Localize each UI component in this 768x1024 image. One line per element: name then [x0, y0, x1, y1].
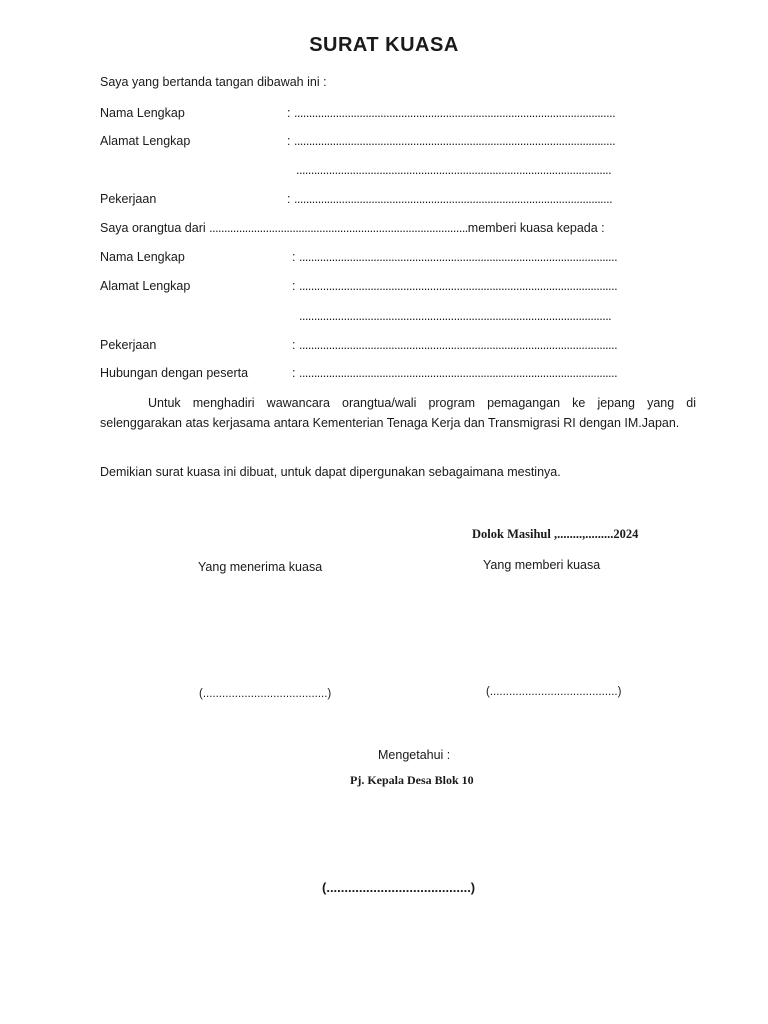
closing-paragraph: Demikian surat kuasa ini dibuat, untuk dapat dipergunakan sebagaimana mestinya.: [100, 465, 561, 479]
dotted-line: ...........................................................................................................: [293, 192, 613, 206]
receiver-job-label: Pekerjaan: [100, 338, 157, 352]
parent-suffix: memberi kuasa kepada :: [467, 221, 605, 235]
dotted-line: ............................................................................................................: [293, 106, 616, 120]
receiver-address-field[interactable]: [292, 279, 617, 293]
colon: :: [287, 192, 291, 206]
intro-text: Saya yang bertanda tangan dibawah ini :: [100, 75, 327, 89]
receiver-signature-blank[interactable]: (.......................................): [199, 688, 332, 700]
colon: :: [287, 106, 291, 120]
colon: :: [292, 338, 296, 352]
place-date: Dolok Masihul ,........,.........2024: [472, 527, 639, 541]
receiver-sign-label: Yang menerima kuasa: [198, 560, 323, 574]
acknowledged-label: Mengetahui :: [378, 748, 451, 762]
dotted-line: .........................................................................................................: [299, 309, 612, 323]
giver-name-field[interactable]: [287, 106, 615, 120]
village-head-title: Pj. Kepala Desa Blok 10: [350, 773, 474, 787]
dotted-line: ............................................................................................................: [293, 134, 616, 148]
dotted-line: .......................................................................................: [209, 221, 468, 235]
dotted-line: ..........................................................................................................: [296, 163, 612, 177]
dotted-line: ...........................................................................................................: [298, 338, 618, 352]
purpose-paragraph: Untuk menghadiri wawancara orangtua/wali program pemagangan ke jepang yang di selenggarakan atas kerjasama antara Kementerian Tenaga Kerja dan Transmigrasi RI dengan IM.Japan.: [100, 396, 696, 430]
receiver-relation-label: Hubungan dengan peserta: [100, 366, 249, 380]
giver-name-label: Nama Lengkap: [100, 106, 185, 120]
giver-address-field[interactable]: [287, 134, 615, 148]
colon: :: [292, 366, 296, 380]
receiver-name-field[interactable]: [292, 250, 617, 264]
giver-job-label: Pekerjaan: [100, 192, 157, 206]
giver-signature-blank[interactable]: (........................................): [486, 686, 622, 698]
receiver-job-field[interactable]: [292, 338, 617, 352]
parent-line[interactable]: [100, 221, 605, 235]
giver-address-label: Alamat Lengkap: [100, 134, 191, 148]
village-head-signature-blank[interactable]: (........................................): [322, 880, 476, 895]
dotted-line: ...........................................................................................................: [298, 366, 618, 380]
giver-sign-label: Yang memberi kuasa: [483, 558, 601, 572]
giver-job-field[interactable]: [287, 192, 612, 206]
parent-prefix: Saya orangtua dari: [100, 221, 206, 235]
receiver-relation-field[interactable]: [292, 366, 617, 380]
dotted-line: ...........................................................................................................: [298, 250, 618, 264]
colon: :: [287, 134, 291, 148]
colon: :: [292, 250, 296, 264]
document-title: SURAT KUASA: [309, 34, 459, 56]
colon: :: [292, 279, 296, 293]
receiver-name-label: Nama Lengkap: [100, 250, 185, 264]
giver-address-field-2[interactable]: [296, 163, 611, 177]
dotted-line: ...........................................................................................................: [298, 279, 618, 293]
receiver-address-label: Alamat Lengkap: [100, 279, 191, 293]
receiver-address-field-2[interactable]: [299, 309, 611, 323]
